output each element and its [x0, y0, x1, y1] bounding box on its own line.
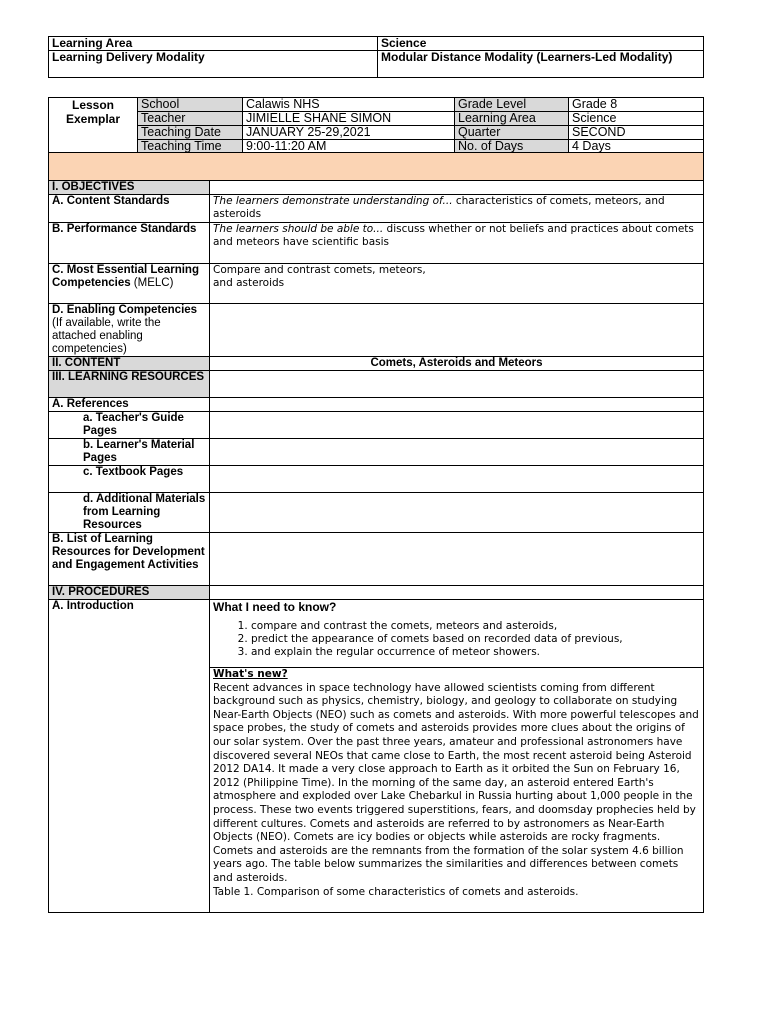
- whats-new-cell: [210, 668, 704, 913]
- references-value: [210, 398, 704, 412]
- learning-area-label: Learning Area: [49, 37, 378, 51]
- learners-material-label: b. Learner's Material Pages: [49, 439, 210, 466]
- content-heading: II. CONTENT: [49, 357, 210, 371]
- peach-banner: [49, 153, 704, 181]
- performance-standards-label: B. Performance Standards: [49, 223, 210, 264]
- teacher-value: JIMIELLE SHANE SIMON: [243, 112, 455, 126]
- delivery-modality-value: Modular Distance Modality (Learners-Led Modality): [378, 51, 704, 78]
- objectives-list: [213, 620, 700, 659]
- content-standards-cell: [210, 195, 704, 223]
- performance-lead: The learners should be able to...: [213, 223, 384, 235]
- melc-cell: [210, 264, 704, 304]
- content-standards-lead: The learners demonstrate understanding of...: [213, 195, 453, 207]
- enabling-label: D. Enabling Competencies: [52, 304, 198, 316]
- performance-text: discuss whether or not beliefs and practices about comets and meteors have scientific basis: [213, 223, 694, 248]
- lesson-exemplar-label: Lesson Exemplar: [49, 98, 138, 154]
- whats-new-paragraph: Recent advances in space technology have allowed scientists coming from different background such as physics, chemistry, biology, and geology to collaborate on studying Near-Earth Objects (NEO) such as comets and asteroids. With more powerful telescopes and space probes, the study of comets and asteroids provides more clues about the origins of our solar system. Over the past three years, amateur and professional astronomers have discovered several NEOs that came close to Earth, the most recent asteroid being Asteroid 2012 DA14. It made a very close approach to Earth as it orbited the Sun on February 16, 2012 (Philippine Time). In the morning of the same day, an asteroid entered Earth's atmosphere and exploded over Lake Chebarkul in Russia hurting about 1,000 people in the process. These two events triggered superstitions, fears, and doomsday prophecies held by different cultures. Comets and asteroids are referred to by astronomers as Near-Earth Objects (NEO). Comets are icy bodies or objects while asteroids are rocky fragments. Comets and asteroids are the remnants from the formation of the solar system 4.6 billion years ago. The table below summarizes the similarities and differences between comets and asteroids.: [213, 681, 699, 884]
- melc-line-2: and asteroids: [213, 277, 285, 289]
- quarter-label: Quarter: [455, 126, 569, 140]
- objectives-heading: I. OBJECTIVES: [49, 181, 210, 195]
- references-label: A. References: [49, 398, 210, 412]
- content-standards-label: A. Content Standards: [49, 195, 210, 223]
- delivery-modality-label: Learning Delivery Modality: [49, 51, 378, 78]
- grade-level-value: Grade 8: [569, 98, 704, 112]
- grade-level-label: Grade Level: [455, 98, 569, 112]
- enabling-suffix: (If available, write the attached enabling competencies): [52, 317, 161, 355]
- performance-standards-cell: [210, 223, 704, 264]
- content-value: Comets, Asteroids and Meteors: [210, 357, 704, 371]
- what-i-need-cell: [210, 600, 704, 668]
- enabling-label-cell: [49, 304, 210, 357]
- learning-area-table: [48, 36, 704, 78]
- header-learning-area-value: Science: [569, 112, 704, 126]
- list-item: 3. and explain the regular occurrence of meteor showers.: [251, 646, 700, 659]
- procedures-heading: IV. PROCEDURES: [49, 586, 210, 600]
- days-label: No. of Days: [455, 140, 569, 154]
- teaching-time-label: Teaching Time: [138, 140, 243, 154]
- learning-area-value: Science: [378, 37, 704, 51]
- table-caption: Table 1. Comparison of some characteristics of comets and asteroids.: [213, 885, 579, 898]
- school-value: Calawis NHS: [243, 98, 455, 112]
- learning-resources-blank: [210, 371, 704, 398]
- school-label: School: [138, 98, 243, 112]
- content-standards-text: characteristics of comets, meteors, and asteroids: [213, 195, 665, 220]
- quarter-value: SECOND: [569, 126, 704, 140]
- teaching-date-value: JANUARY 25-29,2021: [243, 126, 455, 140]
- what-i-need-heading: What I need to know?: [213, 600, 337, 614]
- teachers-guide-label: a. Teacher's Guide Pages: [49, 412, 210, 439]
- textbook-value: [210, 466, 704, 493]
- teachers-guide-value: [210, 412, 704, 439]
- learning-resources-heading: III. LEARNING RESOURCES: [49, 371, 210, 398]
- enabling-value: [210, 304, 704, 357]
- list-resources-value: [210, 533, 704, 586]
- learners-material-value: [210, 439, 704, 466]
- additional-materials-value: [210, 493, 704, 533]
- whats-new-heading: What's new?: [213, 668, 288, 680]
- procedures-blank: [210, 586, 704, 600]
- list-resources-label: B. List of Learning Resources for Development and Engagement Activities: [49, 533, 210, 586]
- additional-materials-label: d. Additional Materials from Learning Resources: [49, 493, 210, 533]
- melc-label-cell: [49, 264, 210, 304]
- textbook-label: c. Textbook Pages: [49, 466, 210, 493]
- lesson-header-table: [48, 97, 704, 154]
- teaching-time-value: 9:00-11:20 AM: [243, 140, 455, 154]
- objectives-blank: [210, 181, 704, 195]
- list-item: 2. predict the appearance of comets based on recorded data of previous,: [251, 633, 700, 646]
- lesson-plan-table: [48, 152, 704, 913]
- melc-suffix: (MELC): [130, 277, 174, 289]
- teacher-label: Teacher: [138, 112, 243, 126]
- header-learning-area-label: Learning Area: [455, 112, 569, 126]
- teaching-date-label: Teaching Date: [138, 126, 243, 140]
- introduction-label: A. Introduction: [49, 600, 210, 913]
- list-item: 1. compare and contrast the comets, meteors and asteroids,: [251, 620, 700, 633]
- days-value: 4 Days: [569, 140, 704, 154]
- melc-line-1: Compare and contrast comets, meteors,: [213, 264, 426, 276]
- melc-label: C. Most Essential Learning Competencies: [52, 264, 199, 289]
